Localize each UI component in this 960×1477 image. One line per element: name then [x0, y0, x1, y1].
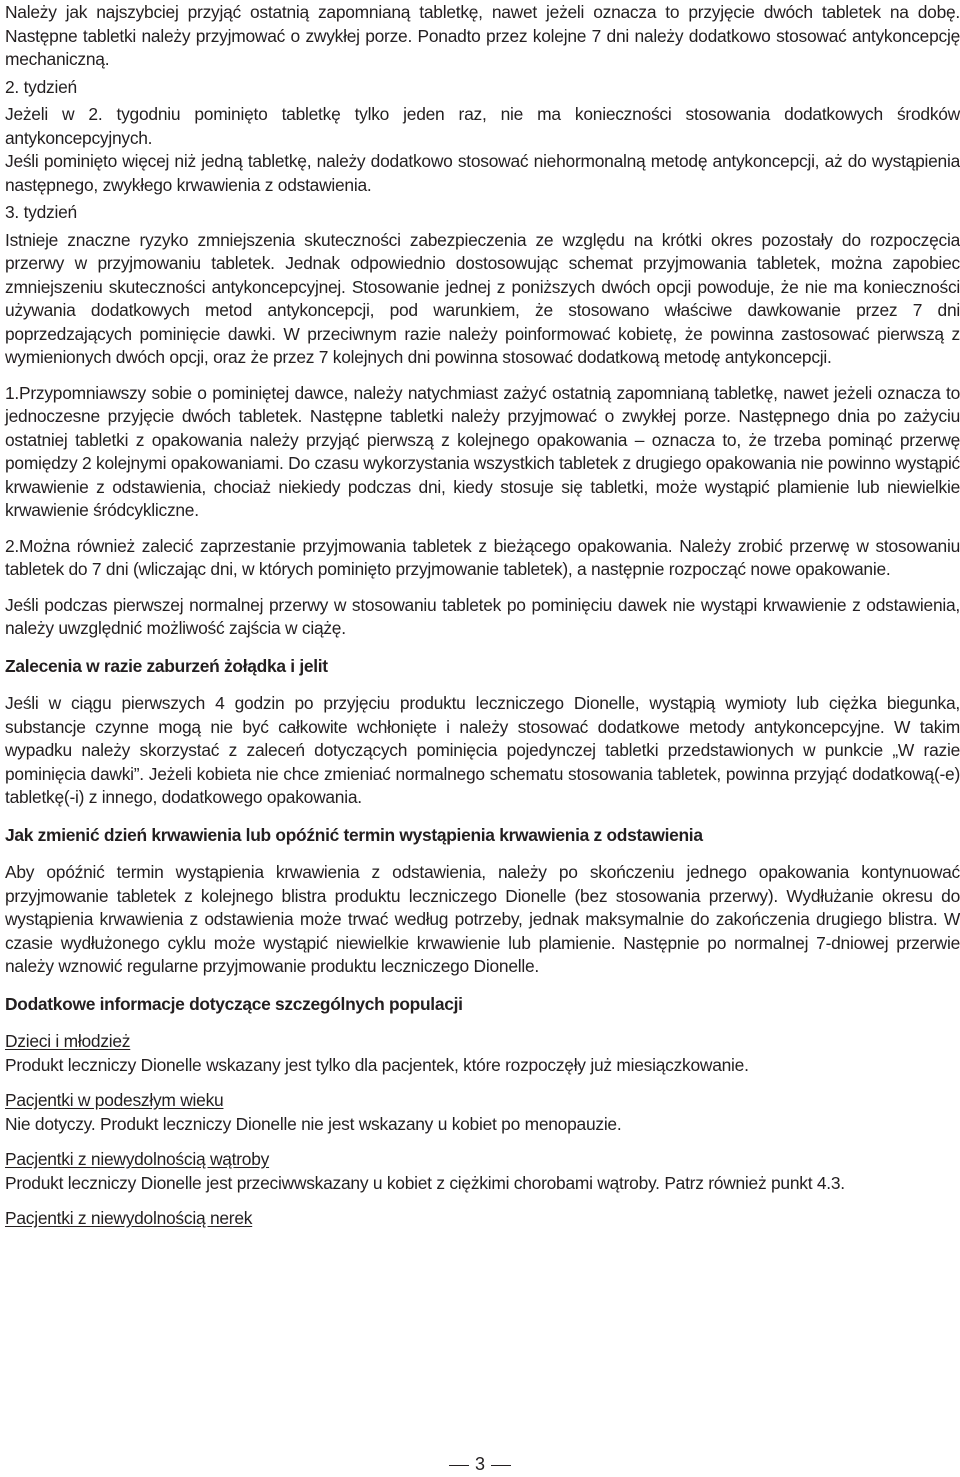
page-number: 3 — [474, 1454, 485, 1474]
paragraph-intro: Należy jak najszybciej przyjąć ostatnią zapomnianą tabletkę, nawet jeżeli oznacza to przyjęcie dwóch tabletek na dobę. Następne tabletki należy przyjmować o zwykłej porze. Ponadto przez kolejne 7 dni należy dodatkowo stosować antykoncepcję mechaniczną. — [5, 2, 960, 69]
delay-section-text: Aby opóźnić termin wystąpienia krwawienia z odstawienia, należy po skończeniu jednego opakowania kontynuować przyjmowanie tabletek z kolejnego blistra produktu leczniczego Dionelle (bez stosowania przerwy). Wydłużanie okresu do wystąpienia krwawienia z odstawienia może trwać według potrzeby, jednak maksymalnie do zakończenia drugiego blistra. W czasie wydłużonego cyklu może wystąpić niewielkie krwawienie lub plamienie. Następnie po normalnej 7-dniowej przerwie należy wznowić regularne przyjmowanie produktu leczniczego Dionelle. — [5, 862, 960, 976]
children-text: Produkt leczniczy Dionelle wskazany jest tylko dla pacjentek, które rozpoczęły już miesiączkowanie. — [5, 1054, 749, 1075]
elderly-subheading: Pacjentki w podeszłym wieku — [5, 1090, 224, 1110]
week2-title: 2. tydzień — [5, 76, 77, 97]
populations-section-heading: Dodatkowe informacje dotyczące szczególnych populacji — [5, 993, 463, 1014]
delay-section-heading: Jak zmienić dzień krwawienia lub opóźnić termin wystąpienia krwawienia z odstawienia — [5, 824, 703, 845]
week3-paragraph: Istnieje znaczne ryzyko zmniejszenia skuteczności zabezpieczenia ze względu na krótki okres pozostały do rozpoczęcia przerwy w przyjmowaniu tabletek. Jednak odpowiednio dostosowując schemat przyjmowania tabletek, można zapobiec zmniejszeniu skuteczności antykoncepcyjnej. Stosowanie jednej z poniższych dwóch opcji powoduje, że nie ma konieczności używania dodatkowych metod antykoncepcji, pod warunkiem, że stosowano właściwe dawkowanie przez 7 dni poprzedzających pominięcie dawki. W przeciwnym razie należy poinformować kobietę, że powinna zastosować pierwszą z wymienionych dwóch opcji, oraz że przez 7 kolejnych dni powinna stosować dodatkową metodę antykoncepcji. — [5, 229, 960, 367]
kidney-subheading: Pacjentki z niewydolnością nerek — [5, 1208, 253, 1228]
document-page — [5, 0, 960, 1231]
children-subheading: Dzieci i młodzież — [5, 1031, 131, 1051]
option-2-paragraph: 2.Można również zalecić zaprzestanie przyjmowania tabletek z bieżącego opakowania. Należy zrobić przerwę w stosowaniu tabletek do 7 dni (wliczając dni, w których pominięto przyjmowanie tabletek), a następnie rozpocząć nowe opakowanie. — [5, 535, 960, 579]
week3-title: 3. tydzień — [5, 202, 77, 222]
option-1-paragraph: 1.Przypomniawszy sobie o pominiętej dawce, należy natychmiast zażyć ostatnią zapomnianą tabletkę, nawet jeżeli oznacza to jednoczesne przyjęcie dwóch tabletek. Następne tabletki należy przyjmować o zwykłej porze. Następnego dnia po zażyciu ostatniej tabletki z opakowania należy przyjąć pierwszą z kolejnego opakowania – oznacza to, że trzeba pominąć przerwę pomiędzy 2 kolejnymi opakowaniami. Do czasu wykorzystania wszystkich tabletek z drugiego opakowania nie powinno wystąpić krwawienie z odstawienia, chociaż niekiedy podczas dni, kiedy stosuje się tabletki, może wystąpić plamienie lub niewielkie krwawienie śródcykliczne. — [5, 382, 960, 520]
gi-section-heading: Zalecenia w razie zaburzeń żołądka i jelit — [5, 655, 328, 676]
no-bleeding-paragraph: Jeśli podczas pierwszej normalnej przerwy w stosowaniu tabletek po pominięciu dawek nie wystąpi krwawienie z odstawienia, należy uwzględnić możliwość zajścia w ciążę. — [5, 594, 960, 638]
footer-dash-right — [491, 1465, 511, 1467]
week2-paragraph-1: Jeżeli w 2. tygodniu pominięto tabletkę tylko jeden raz, nie ma konieczności stosowania dodatkowych środków antykoncepcyjnych. — [5, 104, 960, 148]
footer-dash-left — [449, 1465, 469, 1467]
liver-text: Produkt leczniczy Dionelle jest przeciwwskazany u kobiet z ciężkimi chorobami wątroby. Patrz również punkt 4.3. — [5, 1172, 845, 1193]
elderly-text: Nie dotyczy. Produkt leczniczy Dionelle nie jest wskazany u kobiet po menopauzie. — [5, 1113, 622, 1134]
gi-section-text: Jeśli w ciągu pierwszych 4 godzin po przyjęciu produktu leczniczego Dionelle, wystąpią wymioty lub ciężka biegunka, substancje czynne mogą nie być całkowite wchłonięte i należy stosować dodatkowe metody antykoncepcyjne. W takim wypadku należy skorzystać z zaleceń dotyczących pominięcia pojedynczej tabletki przedstawionych w punkcie „W razie pominięcia dawki”. Jeżeli kobieta nie chce zmieniać normalnego schematu stosowania tabletek, powinna przyjąć dodatkową(-e) tabletkę(-i) z innego, dodatkowego opakowania. — [5, 693, 960, 807]
week2-paragraph-2: Jeśli pominięto więcej niż jedną tabletkę, należy dodatkowo stosować niehormonalną metodę antykoncepcji, aż do wystąpienia następnego, zwykłego krwawienia z odstawienia. — [5, 151, 960, 195]
page-footer — [0, 1452, 960, 1476]
liver-subheading: Pacjentki z niewydolnością wątroby — [5, 1149, 270, 1169]
